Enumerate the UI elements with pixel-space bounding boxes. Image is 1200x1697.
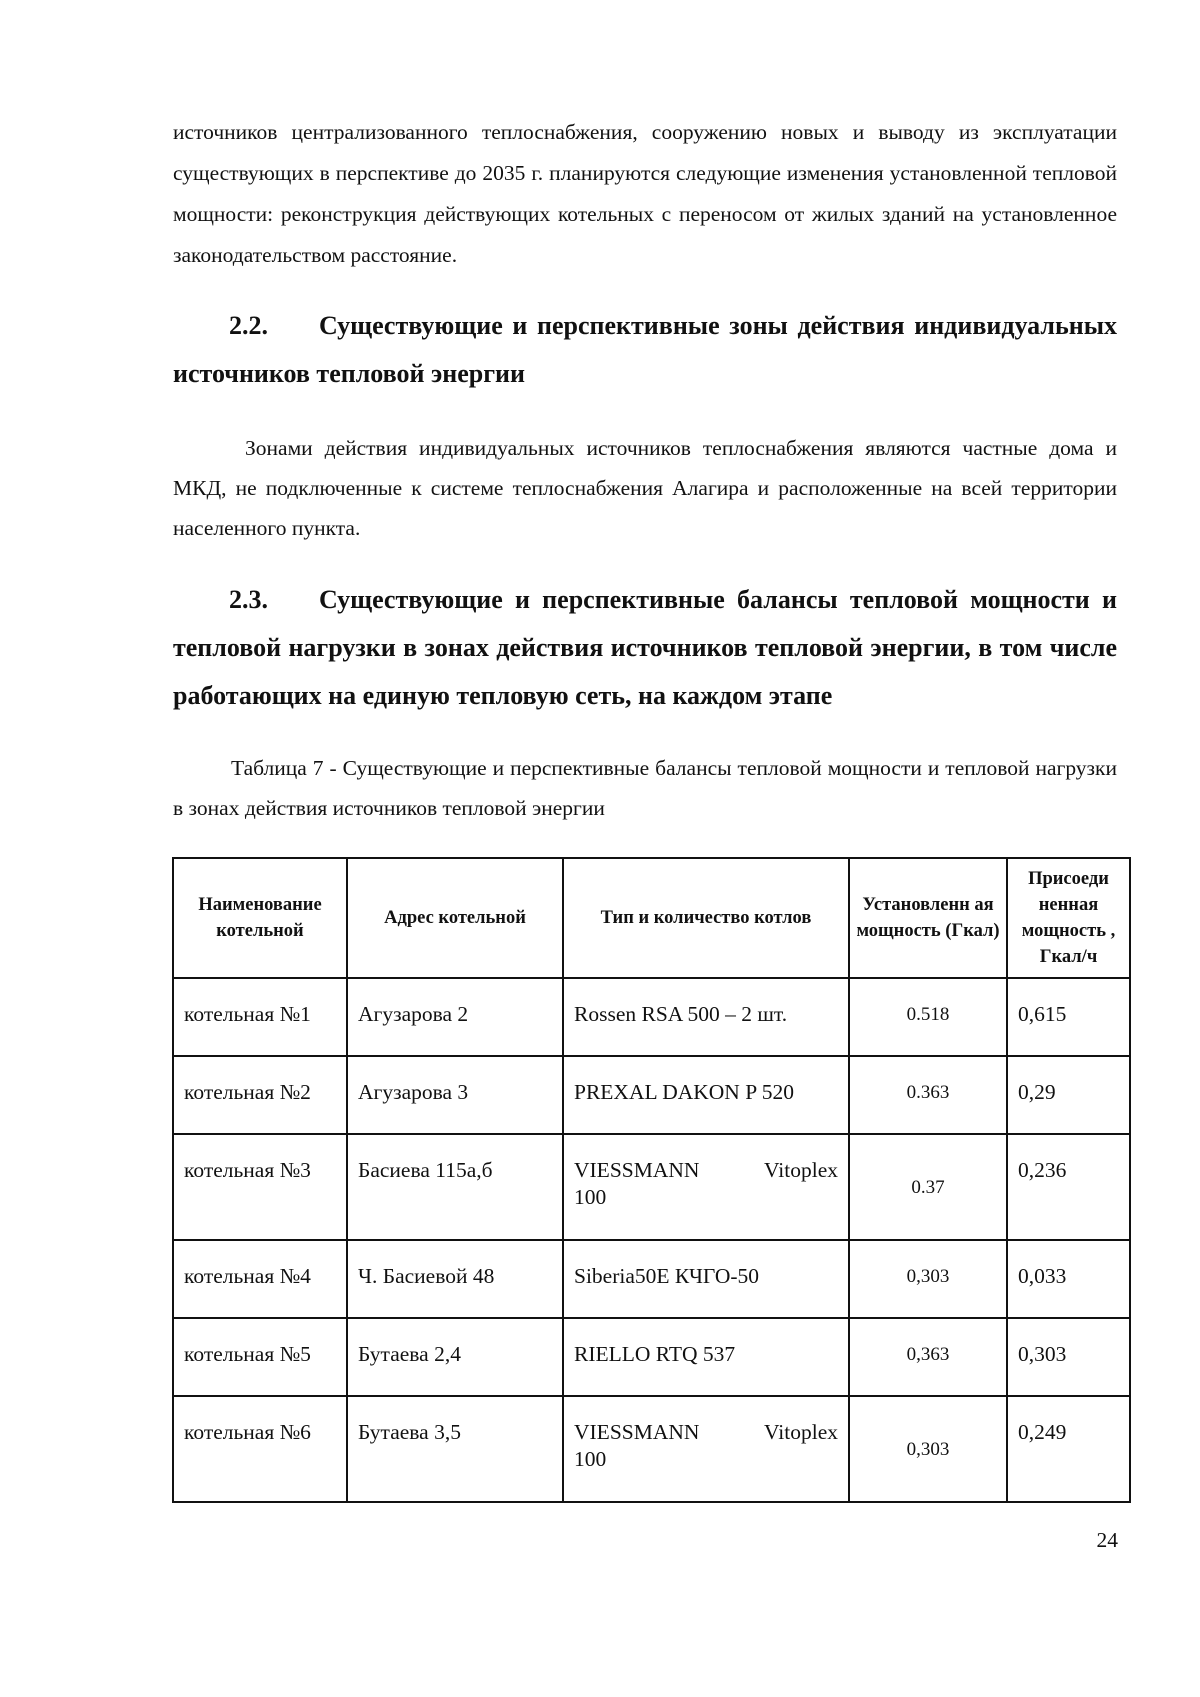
- cell-address: Бутаева 2,4: [347, 1318, 563, 1396]
- cell-connected: 0,29: [1007, 1056, 1130, 1134]
- section-title: Существующие и перспективные балансы тепловой мощности и тепловой нагрузки в зонах действия источников тепловой энергии, в том числе работающих на единую тепловую сеть, на каждом этапе: [173, 585, 1117, 710]
- header-type: Тип и количество котлов: [563, 858, 849, 978]
- cell-installed: 0.518: [849, 978, 1007, 1056]
- boiler-table: [172, 857, 1131, 1503]
- cell-type: PREXAL DAKON P 520: [563, 1056, 849, 1134]
- cell-type-line: 100: [574, 1185, 607, 1209]
- cell-installed: 0,303: [849, 1240, 1007, 1318]
- cell-installed: 0.37: [849, 1134, 1007, 1240]
- intro-paragraph: источников централизованного теплоснабжения, сооружению новых и выводу из эксплуатации существующих в перспективе до 2035 г. планируются следующие изменения установленной тепловой мощности: реконструкция действующих котельных с переносом от жилых зданий на установленное законодательством расстояние.: [173, 120, 1117, 267]
- cell-type: RIELLO RTQ 537: [563, 1318, 849, 1396]
- zones-paragraph: Зонами действия индивидуальных источников теплоснабжения являются частные дома и МКД, не подключенные к системе теплоснабжения Алагира и расположенные на всей территории населенного пункта.: [173, 436, 1117, 540]
- cell-name: котельная №2: [173, 1056, 347, 1134]
- cell-name: котельная №1: [173, 978, 347, 1056]
- table-row: [173, 1056, 1130, 1134]
- section-title: Существующие и перспективные зоны действия индивидуальных источников тепловой энергии: [173, 311, 1117, 388]
- cell-type: [563, 1134, 849, 1240]
- cell-connected: 0,615: [1007, 978, 1130, 1056]
- header-name: Наименование котельной: [173, 858, 347, 978]
- cell-type-part: Vitoplex: [764, 1158, 838, 1182]
- table-caption: Таблица 7 - Существующие и перспективные балансы тепловой мощности и тепловой нагрузки в зонах действия источников тепловой энергии: [173, 756, 1117, 820]
- section-heading-2-3: [173, 576, 1117, 720]
- cell-connected: 0,236: [1007, 1134, 1130, 1240]
- cell-connected: 0,033: [1007, 1240, 1130, 1318]
- table-header-row: [173, 858, 1130, 978]
- cell-connected: 0,249: [1007, 1396, 1130, 1502]
- cell-name: котельная №5: [173, 1318, 347, 1396]
- table-row: [173, 1396, 1130, 1502]
- cell-address: Бутаева 3,5: [347, 1396, 563, 1502]
- cell-type-part: VIESSMANN: [574, 1158, 700, 1182]
- section-number: 2.3.: [229, 585, 268, 614]
- table-row: [173, 978, 1130, 1056]
- header-connected: Присоеди ненная мощность , Гкал/ч: [1007, 858, 1130, 978]
- cell-connected: 0,303: [1007, 1318, 1130, 1396]
- cell-installed: 0,363: [849, 1318, 1007, 1396]
- cell-name: котельная №3: [173, 1134, 347, 1240]
- table-row: [173, 1134, 1130, 1240]
- section-number: 2.2.: [229, 311, 268, 340]
- header-address: Адрес котельной: [347, 858, 563, 978]
- cell-type: [563, 1396, 849, 1502]
- cell-type-line: [574, 1419, 838, 1446]
- table-row: [173, 1240, 1130, 1318]
- cell-address: Басиева 115а,б: [347, 1134, 563, 1240]
- cell-installed: 0,303: [849, 1396, 1007, 1502]
- cell-name: котельная №6: [173, 1396, 347, 1502]
- header-installed: Установленн ая мощность (Гкал): [849, 858, 1007, 978]
- cell-type-line: 100: [574, 1447, 607, 1471]
- section-heading-2-2: [173, 302, 1117, 398]
- cell-type-part: VIESSMANN: [574, 1420, 700, 1444]
- cell-installed: 0.363: [849, 1056, 1007, 1134]
- cell-type-line: [574, 1157, 838, 1184]
- cell-name: котельная №4: [173, 1240, 347, 1318]
- table-row: [173, 1318, 1130, 1396]
- page-number: 24: [1096, 1528, 1118, 1552]
- cell-type: Siberia50E КЧГО-50: [563, 1240, 849, 1318]
- cell-address: Агузарова 3: [347, 1056, 563, 1134]
- cell-type: Rossen RSA 500 – 2 шт.: [563, 978, 849, 1056]
- cell-address: Ч. Басиевой 48: [347, 1240, 563, 1318]
- cell-type-part: Vitoplex: [764, 1420, 838, 1444]
- cell-address: Агузарова 2: [347, 978, 563, 1056]
